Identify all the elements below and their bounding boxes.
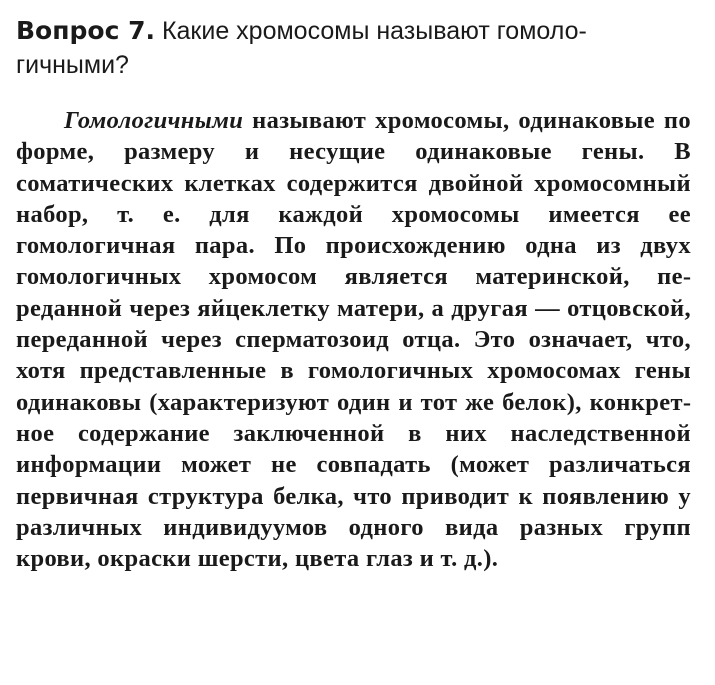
question-text: Какие хромосомы называют гомологичными? xyxy=(16,17,587,79)
question-label: Вопрос 7. xyxy=(16,16,155,45)
question-heading xyxy=(16,14,691,82)
answer-term: Гомологичными xyxy=(64,107,244,134)
answer-paragraph xyxy=(16,105,691,574)
answer-text: называют хромосомы, одинаковые по форме, размеру и несущие одинаковые гены. В соматических клетках содержится двойной хромосомный набор, т. е. для каждой хромосомы имеется ее гомологичная пара. По происхождению одна из двух гомологичных хромосом является материнской, переданной через яйцеклетку матери, а другая — отцовской, переданной через сперматозоид отца. Это означает, что, хотя представленные в гомологичных хромосомах гены одинаковы (характеризуют один и тот же белок), конкретное содержание заключенной в них наследственной информации может не совпадать (может различаться первичная структура белка, что приводит к появлению у различных индивидуумов одного вида разных групп крови, окраски шерсти, цвета глаз и т. д.). xyxy=(16,107,691,573)
